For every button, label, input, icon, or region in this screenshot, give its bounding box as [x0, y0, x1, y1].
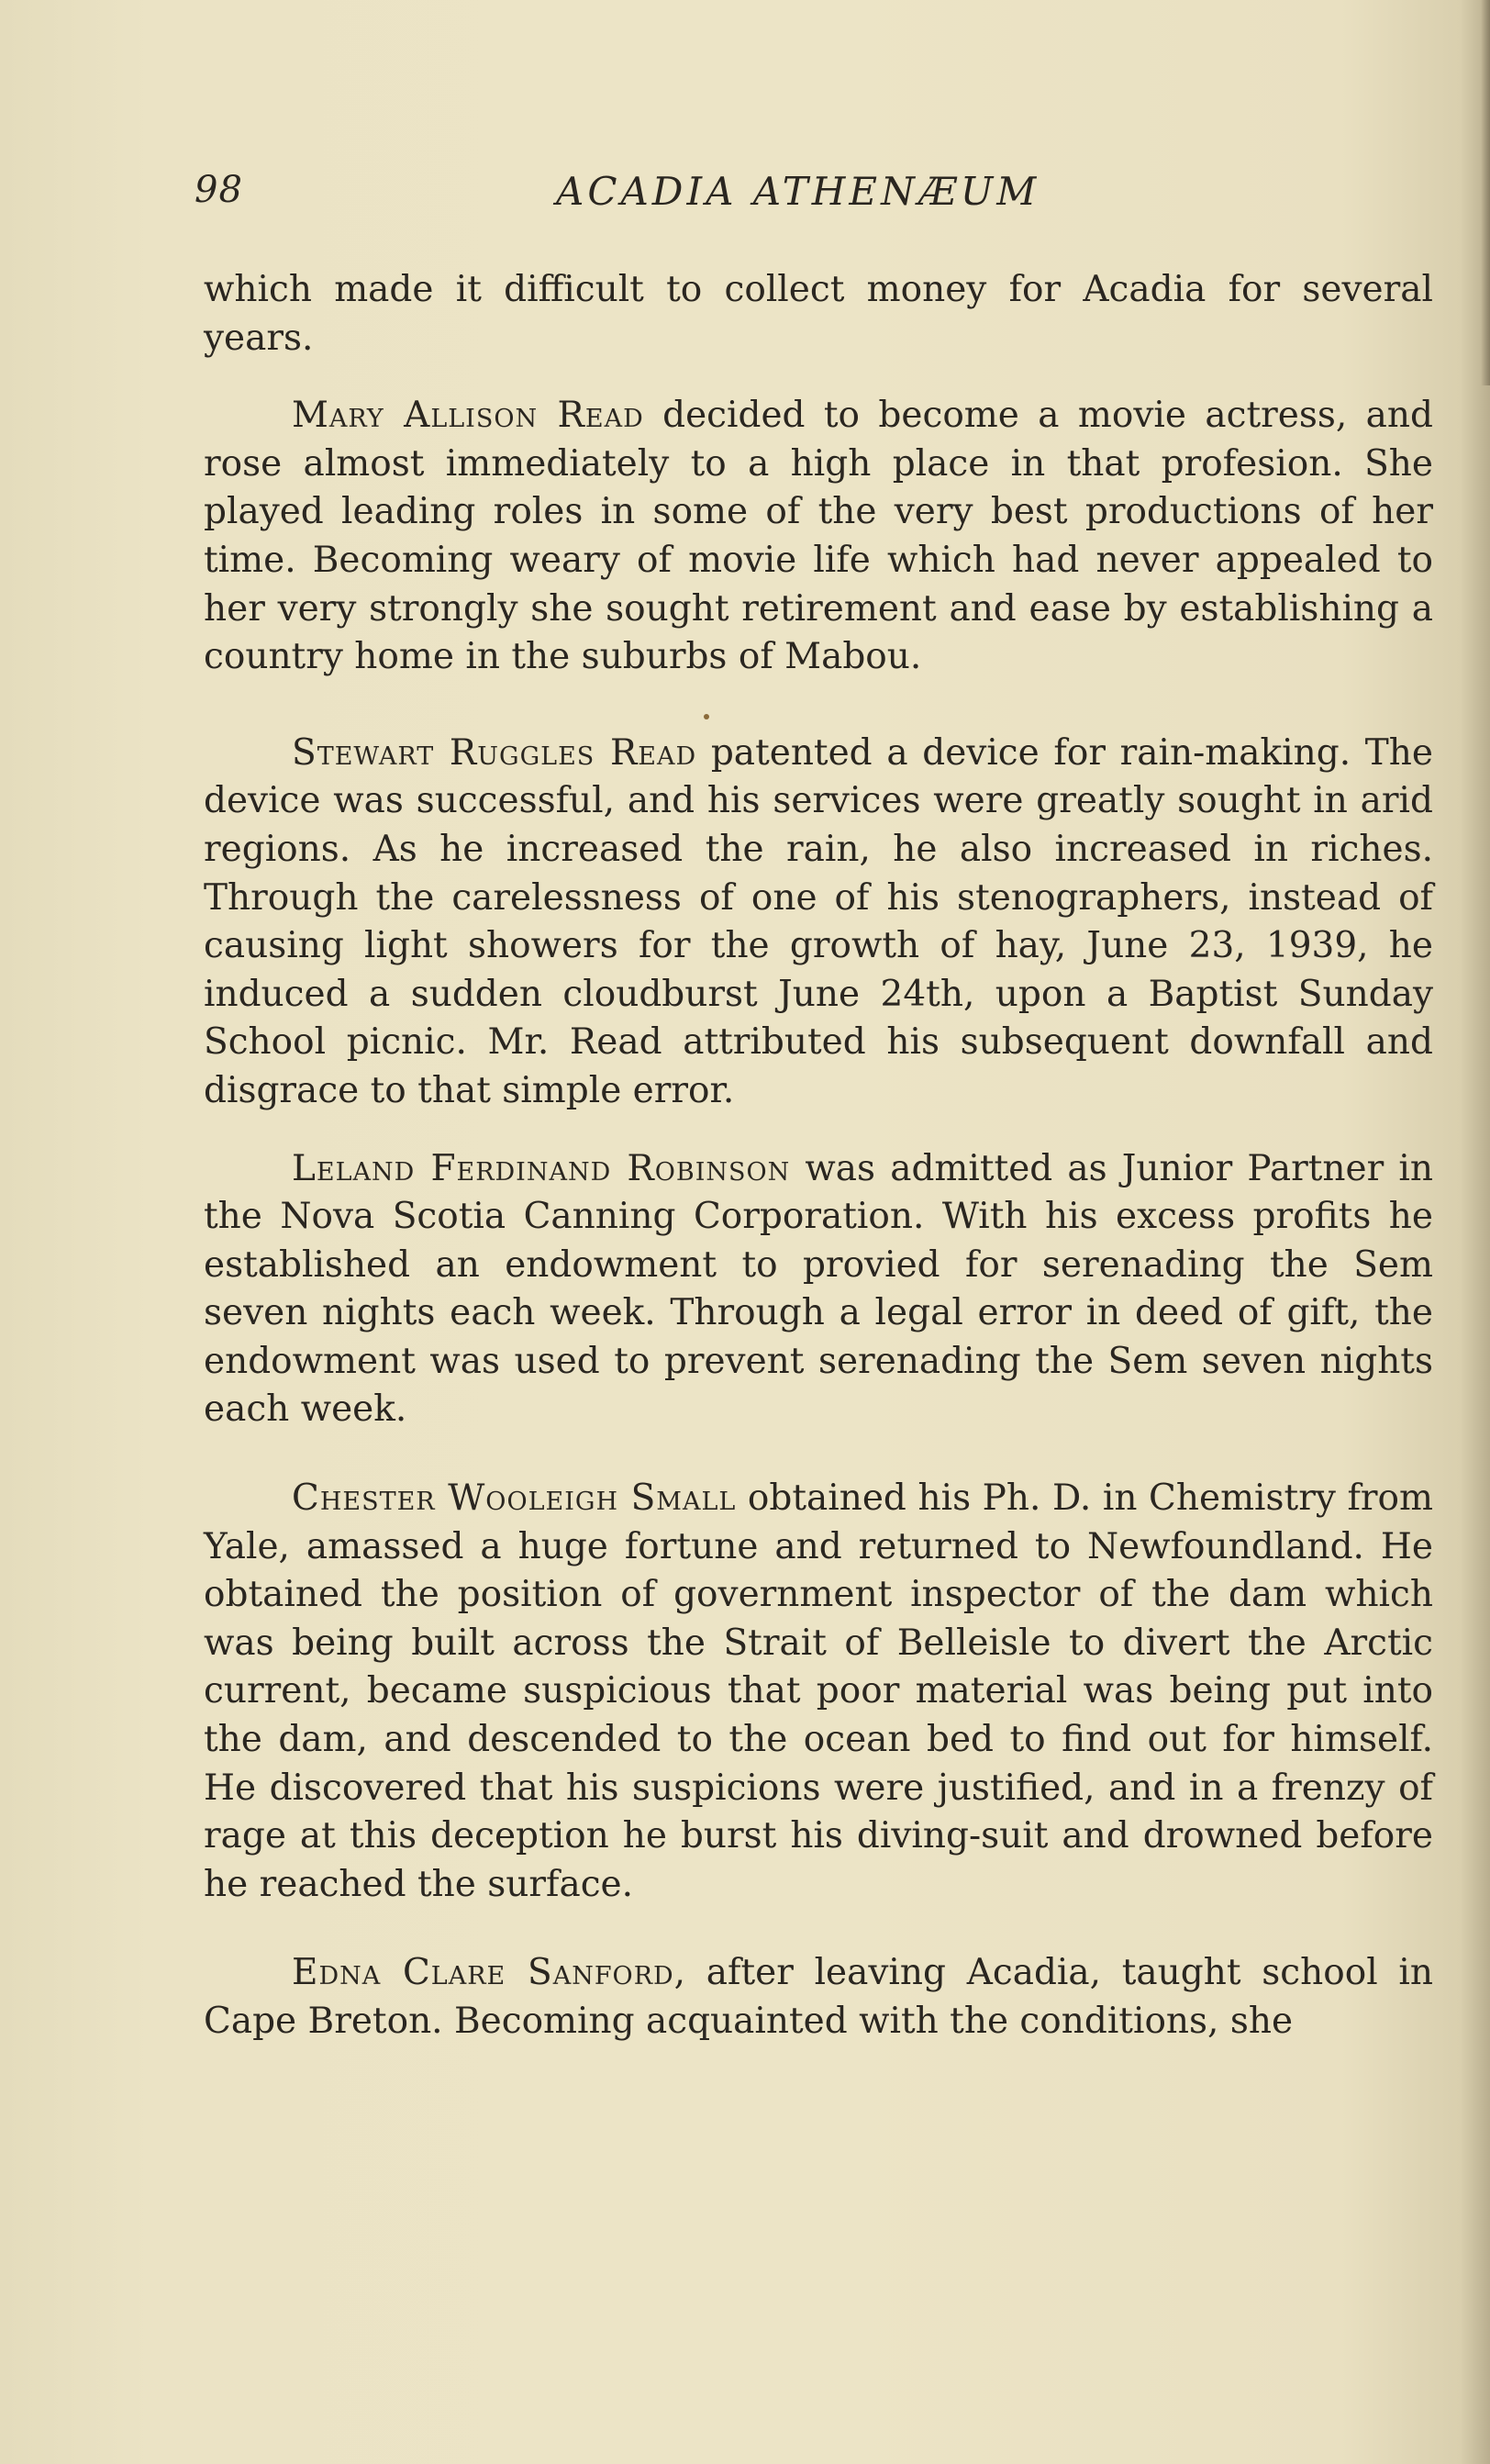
page-edge-shadow: [1481, 0, 1490, 385]
paragraph-leland-ferdinand-robinson: [204, 1145, 1433, 1435]
person-name: Edna Clare Sanford: [292, 1952, 674, 1994]
paragraph-edna-clare-sanford: [204, 1949, 1433, 2046]
paragraph-stewart-ruggles-read: [204, 730, 1433, 1116]
paragraph-text: which made it difficult to collect money for Acadia for several years.: [204, 269, 1433, 359]
page-number: 98: [195, 169, 243, 211]
body-text: [204, 266, 1433, 2046]
paragraph-chester-wooleigh-small: [204, 1475, 1433, 1909]
paragraph-text: , after leaving Acadia, taught school in Cape Breton. Becoming acquainted with the conditions, she: [204, 1952, 1433, 2042]
page-header: [195, 169, 1433, 224]
paragraph-text: obtained his Ph. D. in Chemistry from Yale, amassed a huge fortune and returned to Newfoundland. He obtained the position of government inspector of the dam which was being built across the Strait of Belleisle to divert the Arctic current, became suspicious that poor material was being put into the dam, and descended to the ocean bed to find out for himself. He discovered that his suspicions were justified, and in a frenzy of rage at this deception he burst his diving-suit and drowned before he reached the surface.: [204, 1477, 1434, 1905]
person-name: Leland Ferdinand Robinson: [292, 1147, 791, 1189]
paragraph-mary-allison-read: [204, 392, 1433, 682]
person-name: Stewart Ruggles Read: [292, 731, 697, 774]
ink-speck: [704, 714, 709, 719]
running-title: ACADIA ATHENÆUM: [556, 169, 1040, 214]
paragraph-text: patented a device for rain-making. The device was successful, and his services were greatly sought in arid regions. As he increased the rain, he also increased in riches. Through the carelessness of one of his stenographers, instead of causing light showers for the growth of hay, June 23, 1939, he induced a sudden cloudburst June 24th, upon a Baptist Sunday School picnic. Mr. Read attributed his subsequent downfall and disgrace to that simple error.: [204, 731, 1433, 1111]
paragraph-text: decided to become a movie actress, and rose almost immediately to a high place in that profesion. She played leading roles in some of the very best productions of her time. Becoming weary of movie life which had never appealed to her very strongly she sought retirement and ease by establishing a country home in the suburbs of Mabou.: [204, 395, 1433, 678]
person-name: Chester Wooleigh Small: [292, 1477, 737, 1520]
paragraph-continuation: [204, 266, 1433, 362]
paragraph-text: was admitted as Junior Partner in the Nova Scotia Canning Corporation. With his excess profits he established an endowment to provied for serenading the Sem seven nights each week. Through a legal error in deed of gift, the endowment was used to prevent serenading the Sem seven nights each week.: [204, 1147, 1433, 1431]
person-name: Mary Allison Read: [292, 395, 644, 437]
